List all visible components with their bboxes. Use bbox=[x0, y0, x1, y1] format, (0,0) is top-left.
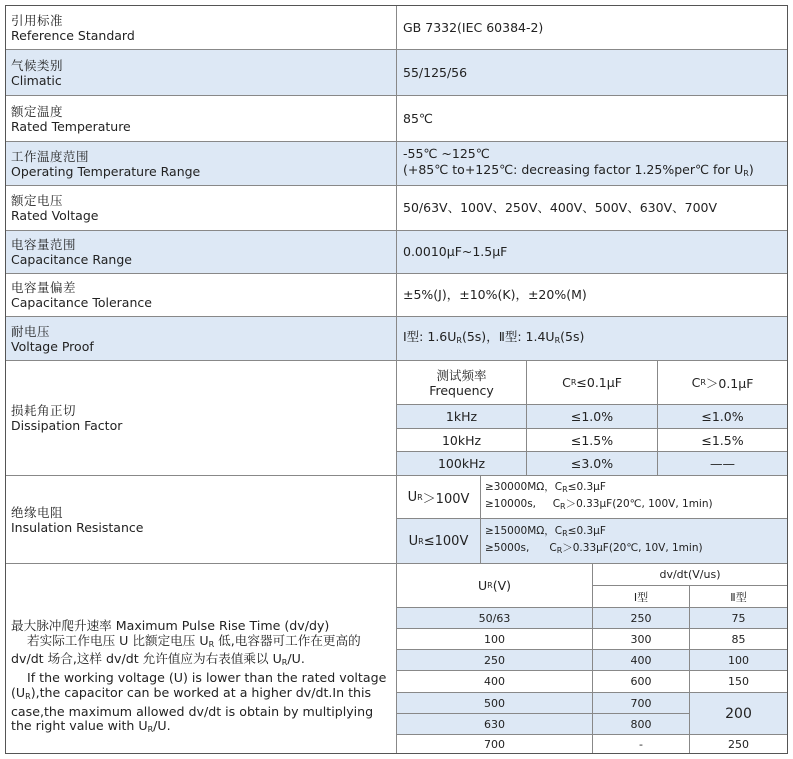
text-part: Ⅰ型: 1.6U bbox=[403, 328, 457, 344]
value-text: 55/125/56 bbox=[403, 64, 468, 80]
row-voltage-proof bbox=[6, 317, 787, 361]
insulation-grid bbox=[397, 476, 787, 563]
text-part: 若实际工作电压 U 比额定电压 U bbox=[11, 632, 209, 648]
label-en: Rated Voltage bbox=[11, 208, 99, 223]
ir-high-voltage-values bbox=[481, 476, 787, 519]
df-freq: 1kHz bbox=[397, 405, 527, 429]
df-value: ≤1.0% bbox=[527, 405, 658, 429]
label-zh: 引用标准 bbox=[11, 12, 64, 28]
ir-line bbox=[485, 524, 783, 541]
ir-line bbox=[485, 480, 783, 497]
pulse-voltage: 250 bbox=[397, 650, 593, 671]
label-cell bbox=[6, 142, 397, 185]
pulse-voltage: 630 bbox=[397, 714, 593, 735]
row-pulse-rise bbox=[6, 564, 787, 753]
value-text bbox=[403, 329, 781, 349]
pulse-value: - bbox=[593, 735, 690, 753]
subscript: R bbox=[418, 536, 424, 546]
value-text: -55℃ ~125℃ bbox=[403, 145, 490, 161]
text-part: C bbox=[562, 375, 571, 390]
text-part: ＞0.33μF bbox=[565, 498, 613, 510]
pulse-value: 85 bbox=[690, 629, 787, 650]
df-value: —— bbox=[658, 452, 787, 475]
text-part: U bbox=[407, 489, 418, 505]
subscript: R bbox=[554, 335, 561, 345]
value-cell bbox=[397, 6, 787, 49]
label-cell bbox=[6, 50, 397, 95]
text-part: ≥30000MΩ，C bbox=[485, 481, 563, 493]
col-header-large-cap bbox=[658, 361, 787, 405]
label-zh: 耐电压 bbox=[11, 323, 51, 339]
text-part: /U. bbox=[153, 718, 171, 734]
pulse-value: 600 bbox=[593, 671, 690, 693]
pulse-value: 75 bbox=[690, 608, 787, 629]
test-condition: (20℃, 10V, 1min) bbox=[608, 542, 703, 554]
label-cell bbox=[6, 317, 397, 360]
label-cell bbox=[6, 476, 397, 563]
row-insulation-resistance bbox=[6, 476, 787, 564]
pulse-description bbox=[6, 564, 397, 753]
text-part: 低,电容器可工作在更高的 dv/dt 场合,这样 dv/dt 允许值应为右表值乘以 U bbox=[11, 632, 365, 667]
text-part: ≤0.1μF bbox=[576, 375, 622, 390]
pulse-value: 250 bbox=[593, 608, 690, 629]
text-part: ≥15000MΩ，C bbox=[485, 525, 563, 537]
label-en: Operating Temperature Range bbox=[11, 163, 201, 179]
row-capacitance-range bbox=[6, 231, 787, 274]
ir-low-voltage-values bbox=[481, 519, 787, 563]
pulse-en-note bbox=[11, 671, 391, 738]
pulse-value: 700 bbox=[593, 693, 690, 714]
text-part: ≥10000s, C bbox=[485, 498, 561, 510]
label-en: Dissipation Factor bbox=[11, 418, 123, 433]
subscript: R bbox=[570, 378, 577, 387]
text-part: ≤100V bbox=[423, 533, 469, 549]
text-part: ≤0.3μF bbox=[567, 481, 606, 493]
value-note bbox=[403, 162, 781, 182]
header-zh: 测试频率 bbox=[436, 367, 487, 383]
value-cell bbox=[397, 186, 787, 230]
ir-line bbox=[485, 497, 783, 514]
subscript: R bbox=[743, 168, 749, 178]
label-zh: 电容量范围 bbox=[11, 237, 77, 252]
note-text: ) bbox=[748, 161, 754, 177]
col-header-small-cap bbox=[527, 361, 658, 405]
label-en: Climatic bbox=[11, 72, 62, 88]
value-cell bbox=[397, 96, 787, 141]
label-cell bbox=[6, 274, 397, 316]
subscript: R bbox=[25, 691, 31, 701]
subscript: R bbox=[208, 639, 215, 649]
ir-low-voltage-label bbox=[397, 519, 481, 563]
text-part: ＞0.33μF bbox=[562, 542, 609, 554]
pulse-value: 100 bbox=[690, 650, 787, 671]
test-condition: (20℃, 100V, 1min) bbox=[612, 498, 713, 510]
df-value: ≤1.0% bbox=[658, 405, 787, 429]
ir-high-voltage-label bbox=[397, 476, 481, 519]
text-part: (5s)，Ⅱ型: 1.4U bbox=[461, 328, 555, 344]
label-en: Reference Standard bbox=[11, 27, 135, 43]
row-capacitance-tolerance bbox=[6, 274, 787, 317]
row-dissipation-factor bbox=[6, 361, 787, 476]
label-cell bbox=[6, 231, 397, 273]
label-en: Capacitance Range bbox=[11, 252, 132, 267]
df-freq: 100kHz bbox=[397, 452, 527, 475]
label-zh: 气候类别 bbox=[11, 57, 64, 73]
value-cell bbox=[397, 317, 787, 360]
text-part: ＞0.1μF bbox=[705, 375, 754, 391]
pulse-value: 250 bbox=[728, 737, 749, 751]
ur-header bbox=[397, 564, 593, 608]
pulse-voltage: 50/63 bbox=[397, 608, 593, 629]
label-en: Rated Temperature bbox=[11, 118, 131, 134]
dissipation-grid bbox=[397, 361, 787, 475]
text-part: C bbox=[691, 375, 701, 390]
text-part: (5s) bbox=[560, 328, 585, 344]
label-cell bbox=[6, 186, 397, 230]
row-operating-temperature bbox=[6, 142, 787, 186]
label-en: Insulation Resistance bbox=[11, 519, 144, 535]
pulse-value: 150 bbox=[690, 671, 787, 693]
label-en: Voltage Proof bbox=[11, 338, 94, 354]
pulse-merged-value: 200 bbox=[690, 693, 787, 735]
spec-table bbox=[5, 5, 788, 754]
subscript: R bbox=[560, 502, 566, 511]
text-part: U bbox=[408, 533, 419, 549]
value-text: 85℃ bbox=[403, 110, 433, 126]
value-text: GB 7332(IEC 60384-2) bbox=[403, 19, 544, 35]
df-value: ≤1.5% bbox=[658, 429, 787, 452]
label-cell bbox=[6, 96, 397, 141]
value-cell bbox=[397, 274, 787, 316]
value-text: 0.0010μF~1.5μF bbox=[403, 244, 508, 259]
type1-header: Ⅰ型 bbox=[593, 586, 690, 608]
subscript: R bbox=[147, 725, 154, 735]
text-part: /U. bbox=[287, 651, 305, 667]
label-zh: 电容量偏差 bbox=[11, 280, 77, 295]
label-zh: 额定电压 bbox=[11, 193, 64, 208]
value-cell bbox=[397, 231, 787, 273]
subscript: R bbox=[281, 658, 288, 668]
label-zh: 工作温度范围 bbox=[11, 148, 90, 164]
df-value: ≤3.0% bbox=[527, 452, 658, 475]
note-text: (+85℃ to+125℃: decreasing factor 1.25%per℃ for U bbox=[403, 161, 744, 177]
type2-header: Ⅱ型 bbox=[690, 586, 787, 608]
row-rated-voltage bbox=[6, 186, 787, 231]
text-part: ＞100V bbox=[422, 491, 470, 507]
subscript: R bbox=[487, 581, 493, 590]
pulse-voltage: 100 bbox=[397, 629, 593, 650]
label-zh: 损耗角正切 bbox=[11, 403, 77, 418]
label-zh: 额定温度 bbox=[11, 103, 64, 119]
pulse-value: 800 bbox=[593, 714, 690, 735]
row-climatic bbox=[6, 50, 787, 96]
label-cell bbox=[6, 6, 397, 49]
value-cell bbox=[397, 50, 787, 95]
text-part: If the working voltage (U) is lower than the rated voltage (U bbox=[11, 670, 391, 700]
value-text: ±5%(J)，±10%(K)，±20%(M) bbox=[403, 287, 587, 302]
pulse-title: 最大脉冲爬升速率 Maximum Pulse Rise Time (dv/dy) bbox=[11, 617, 330, 633]
subscript: R bbox=[700, 378, 706, 387]
subscript: R bbox=[562, 529, 568, 538]
text-part: (V) bbox=[492, 578, 512, 593]
pulse-value: 300 bbox=[593, 629, 690, 650]
df-value: ≤1.5% bbox=[527, 429, 658, 452]
value-text: 50/63V、100V、250V、400V、500V、630V、700V bbox=[403, 200, 718, 215]
dvdt-header: dv/dt(V/us) bbox=[593, 564, 787, 586]
subscript: R bbox=[456, 335, 462, 345]
row-reference-standard bbox=[6, 6, 787, 50]
pulse-grid bbox=[397, 564, 787, 753]
row-rated-temperature bbox=[6, 96, 787, 142]
pulse-voltage: 400 bbox=[397, 671, 593, 693]
subscript: R bbox=[556, 546, 563, 555]
pulse-voltage: 700 bbox=[397, 735, 593, 753]
df-freq: 10kHz bbox=[397, 429, 527, 452]
label-en: Capacitance Tolerance bbox=[11, 295, 152, 310]
frequency-header bbox=[397, 361, 527, 405]
pulse-value: 400 bbox=[593, 650, 690, 671]
pulse-zh-note bbox=[11, 634, 391, 672]
pulse-voltage: 500 bbox=[397, 693, 593, 714]
subscript: R bbox=[562, 485, 568, 494]
subscript: R bbox=[417, 492, 423, 502]
text-part: U bbox=[477, 578, 488, 593]
label-zh: 绝缘电阻 bbox=[11, 504, 64, 520]
ir-line bbox=[485, 541, 783, 558]
text-part: ≤0.3μF bbox=[567, 525, 606, 537]
label-cell bbox=[6, 361, 397, 475]
text-part: ≥5000s, C bbox=[485, 542, 557, 554]
value-cell bbox=[397, 142, 787, 185]
header-en: Frequency bbox=[429, 382, 494, 398]
text-part: ),the capacitor can be worked at a higher dv/dt.In this case,the maximum allowed dv/dt is obtain by multiplying the right value with U bbox=[11, 684, 378, 734]
